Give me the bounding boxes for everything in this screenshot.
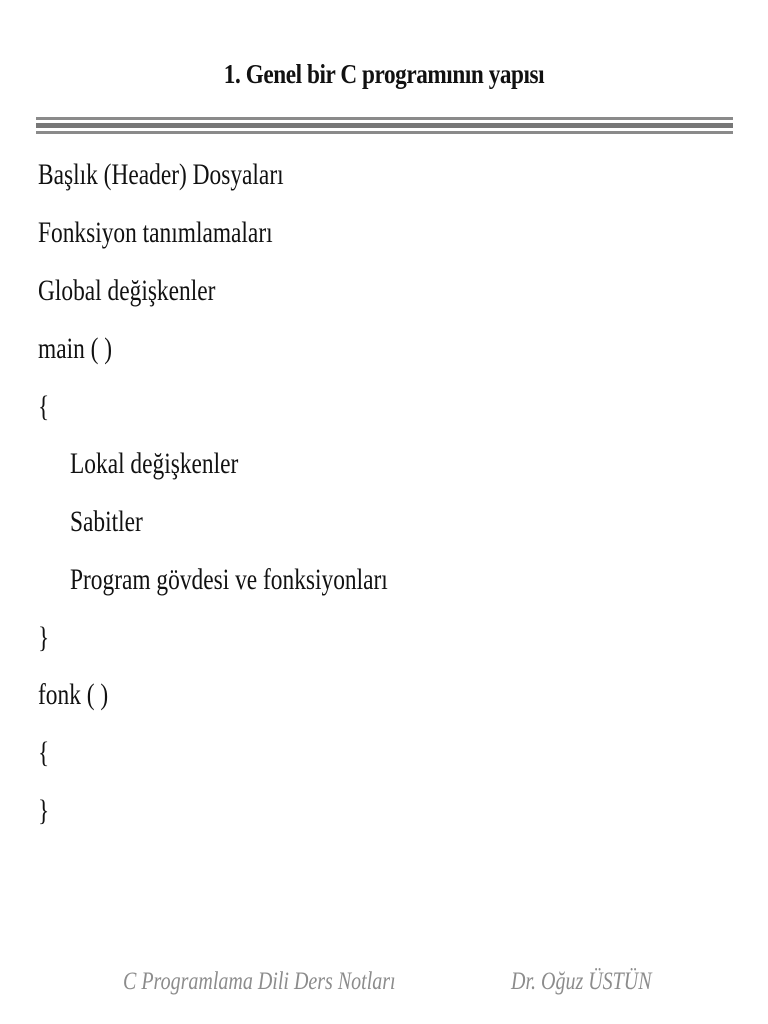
divider-line-top (36, 117, 733, 120)
line-main-open-brace: { (38, 390, 50, 423)
line-main: main ( ) (38, 332, 113, 365)
page-title: 1. Genel bir C programının yapısı (223, 59, 545, 89)
title-divider (36, 117, 733, 135)
line-main-close-brace: } (38, 621, 50, 654)
line-function-declarations: Fonksiyon tanımlamaları (38, 216, 273, 249)
line-fonk-close-brace: } (38, 794, 50, 827)
line-global-variables: Global değişkenler (38, 274, 216, 307)
footer-course: C Programlama Dili Ders Notları (123, 968, 396, 995)
divider-line-middle (36, 123, 733, 128)
line-local-variables: Lokal değişkenler (70, 447, 239, 480)
footer-author: Dr. Oğuz ÜSTÜN (511, 968, 652, 995)
line-header-files: Başlık (Header) Dosyaları (38, 158, 284, 191)
divider-line-bottom (36, 131, 733, 134)
line-program-body: Program gövdesi ve fonksiyonları (70, 563, 388, 596)
line-fonk-open-brace: { (38, 736, 50, 769)
line-fonk: fonk ( ) (38, 678, 109, 711)
line-constants: Sabitler (70, 505, 143, 538)
